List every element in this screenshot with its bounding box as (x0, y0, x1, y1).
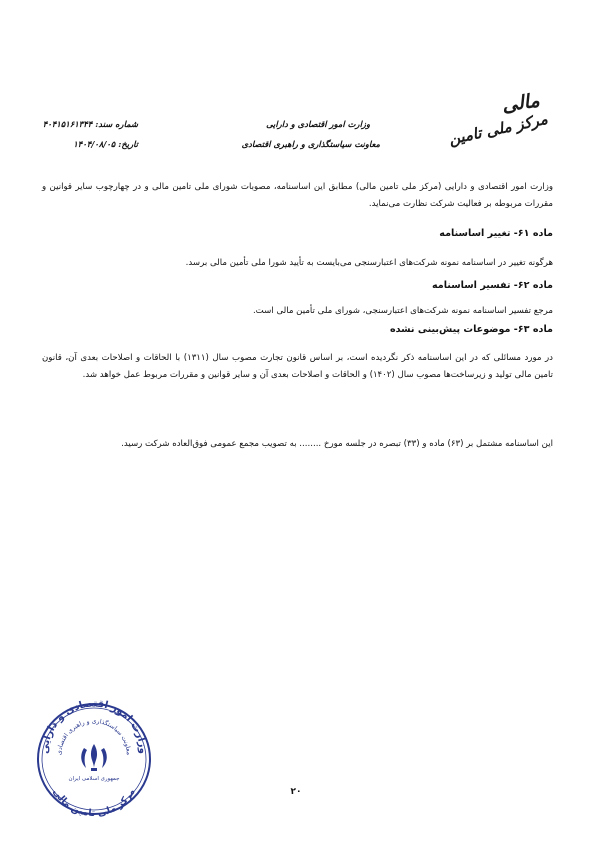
logo (446, 89, 549, 158)
page-number: ۲۰ (290, 787, 302, 797)
emblem-caption: جمهوری اسلامی ایران (68, 776, 120, 782)
letter-number: ۴۰۴۱۵۱۶۱۳۴۴ (42, 119, 93, 129)
stamp-outer-text: وزارت امور اقتصادی و دارایی (39, 700, 149, 755)
stamp-seal (34, 700, 154, 818)
intro-paragraph: وزارت امور اقتصادی و دارایی (مرکز ملی تامین مالی) مطابق این اساسنامه، مصوبات شورای ملی تامین مالی و در چهارچوب سایر قوانین و مقررات مربوطه بر فعالیت شرکت نظارت می‌نماید. (42, 182, 553, 209)
official-stamp (34, 700, 154, 818)
letter-number-row (42, 119, 138, 129)
ministry-header-line-2: معاونت سیاستگذاری و راهبری اقتصادی (241, 139, 380, 149)
stamp-bottom-text: مرکز ملی تامین مالی (50, 786, 138, 818)
emblem-icon (81, 744, 107, 771)
date-value: ۱۴۰۴/۰۸/۰۵ (73, 139, 116, 149)
svg-text:مرکز ملی تامین مالی (50, 787, 137, 818)
date-row (64, 139, 138, 149)
article-61-text: هرگونه تغییر در اساسنامه نمونه شرکت‌های اعتبارسنجی می‌بایست به تأیید شورا ملی تأمین مالی برسد. (185, 258, 553, 268)
closing-paragraph: این اساسنامه مشتمل بر (۶۳) ماده و (۳۳) تبصره در جلسه مورخ ........ به تصویب مجمع عمومی فوق‌العاده شرکت رسید. (121, 439, 553, 449)
article-62-title: ماده ۶۲- تفسیر اساسنامه (431, 280, 553, 291)
article-62-text: مرجع تفسیر اساسنامه نمونه شرکت‌های اعتبارسنجی، شورای ملی تأمین مالی است. (252, 306, 553, 316)
letter-number-label: شماره سند: (95, 119, 138, 129)
logo-line-1: مالی (501, 89, 542, 117)
date-label: تاریخ: (118, 139, 138, 149)
article-63-text: در مورد مسائلی که در این اساسنامه ذکر نگردیده است، بر اساس قانون تجارت مصوب سال (۱۳۱۱) با الحاقات و اصلاحات بعدی آن، قانون تامین مالی تولید و زیرساخت‌ها مصوب سال (۱۴۰۲) و الحاقات و اصلاحات بعدی آن و سایر قوانین و مقررات مربوط عمل خواهد شد. (42, 353, 553, 380)
logo-line-2: مرکز ملی تامین (446, 109, 549, 149)
stamp-inner-text: معاونت سیاستگذاری و راهبری اقتصادی (55, 717, 133, 756)
ministry-header-line-1: وزارت امور اقتصادی و دارایی (266, 119, 370, 129)
article-63-title: ماده ۶۳- موضوعات پیش‌بینی نشده (389, 324, 553, 335)
article-61-title: ماده ۶۱- تغییر اساسنامه (439, 228, 553, 239)
